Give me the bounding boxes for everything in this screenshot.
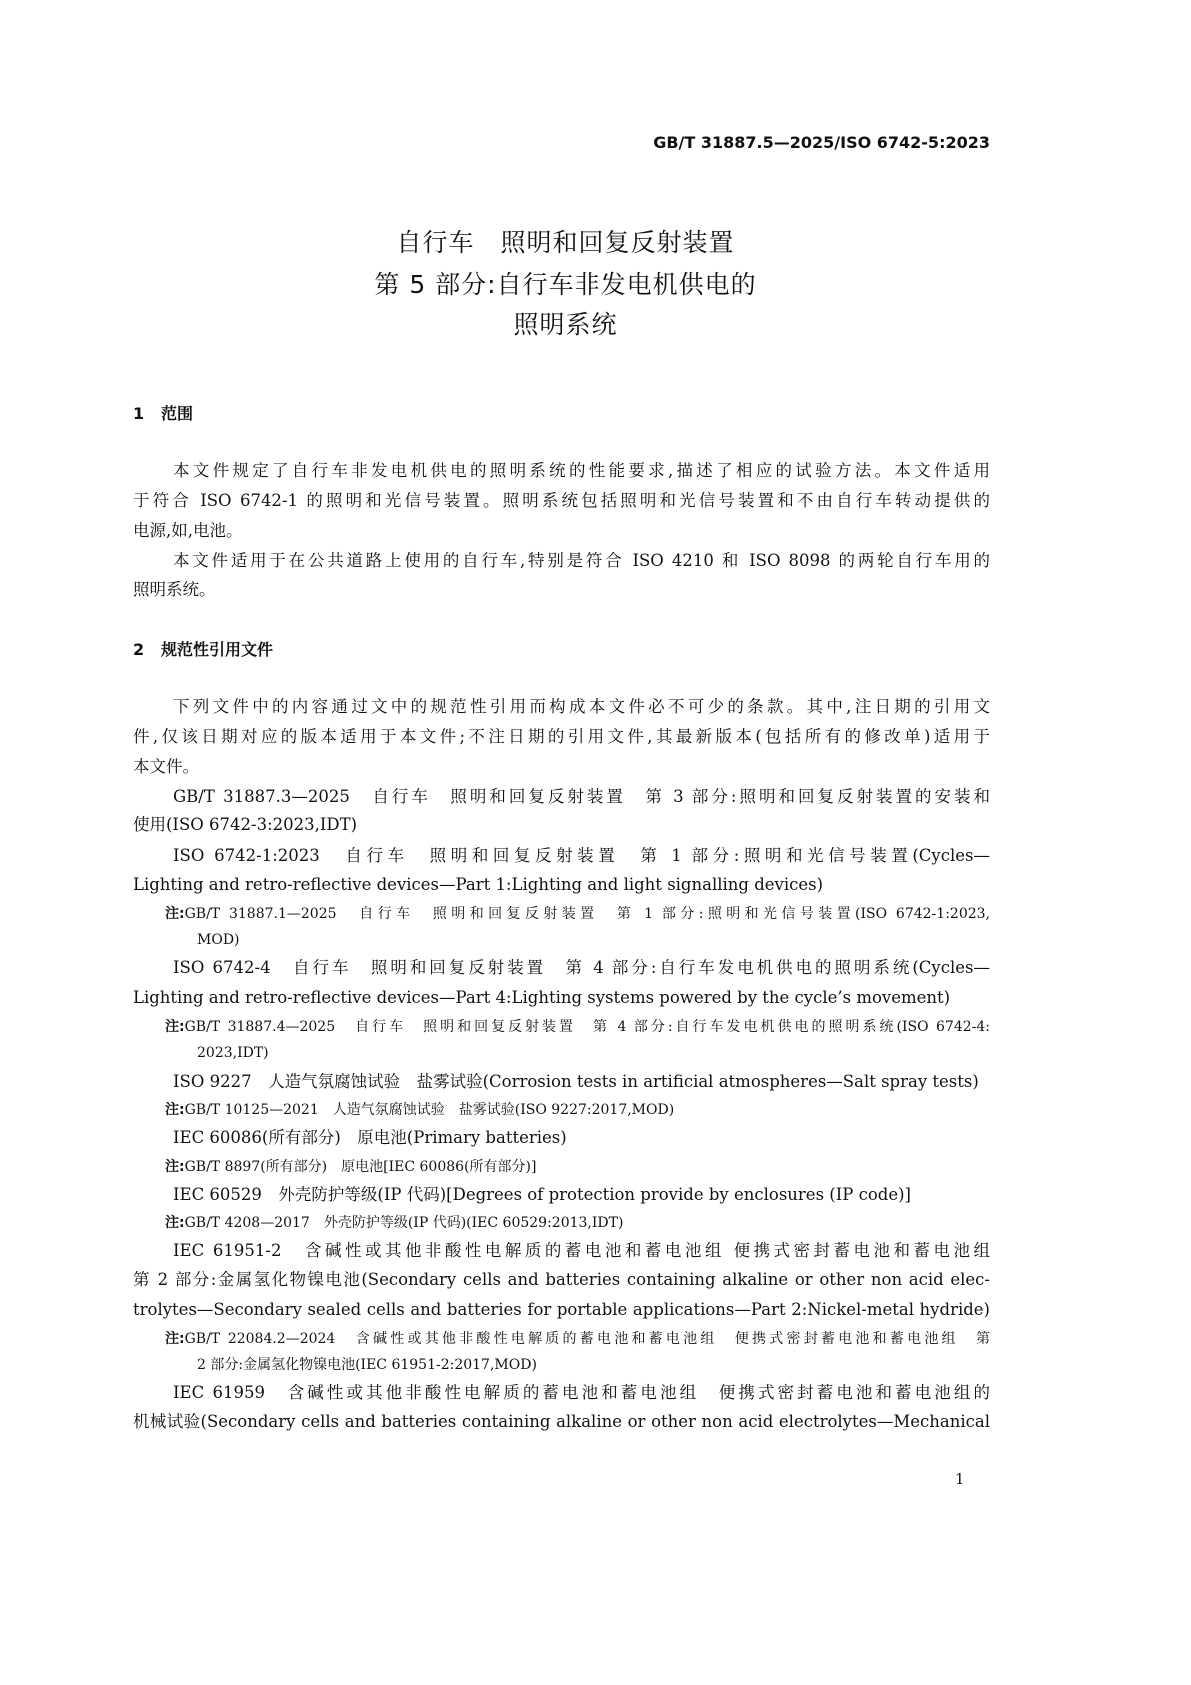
paragraph-line: 本文件。 [133,757,199,776]
page-number: 1 [955,1470,965,1488]
note [165,1099,990,1121]
note [165,1212,990,1234]
section-2-heading [133,639,273,661]
note [165,1016,990,1038]
reference-line: IEC 60529 外壳防护等级(IP 代码)[Degrees of protection provide by enclosures (IP code)] [173,1185,911,1204]
note-text: MOD) [197,932,240,948]
title-line-2: 第 5 部分:自行车非发电机供电的 [374,270,757,299]
reference-line: trolytes—Secondary sealed cells and batteries for portable applications—Part 2:Nickel-metal hydride) [133,1300,990,1319]
note-text: GB/T 31887.1—2025 自行车 照明和回复反射装置 第 1 部分:照明和光信号装置(ISO 6742-1:2023, [184,906,990,922]
reference-line: IEC 60086(所有部分) 原电池(Primary batteries) [173,1128,567,1147]
section-title: 规范性引用文件 [161,640,274,659]
note-label: 注: [165,1215,185,1231]
paragraph-line: 照明系统。 [133,580,216,599]
note [165,1328,990,1350]
reference-line: IEC 61951-2 含碱性或其他非酸性电解质的蓄电池和蓄电池组 便携式密封蓄电池和蓄电池组 [173,1241,990,1260]
title-line-3: 照明系统 [513,310,618,339]
note [165,903,990,925]
paragraph-line: 本文件适用于在公共道路上使用的自行车,特别是符合 ISO 4210 和 ISO 8098 的两轮自行车用的 [173,551,990,570]
section-title: 范围 [161,404,194,423]
note-text: GB/T 31887.4—2025 自行车 照明和回复反射装置 第 4 部分:自行车发电机供电的照明系统(ISO 6742-4: [184,1019,990,1035]
reference-line: 第 2 部分:金属氢化物镍电池(Secondary cells and batteries containing alkaline or other non acid elec- [133,1270,990,1289]
reference-line: Lighting and retro-reflective devices—Part 4:Lighting systems powered by the cycle’s movement) [133,988,951,1007]
paragraph-line: 下列文件中的内容通过文中的规范性引用而构成本文件必不可少的条款。其中,注日期的引用文 [173,697,990,716]
reference-line: ISO 6742-4 自行车 照明和回复反射装置 第 4 部分:自行车发电机供电的照明系统(Cycles— [173,958,990,977]
paragraph-line: 于符合 ISO 6742-1 的照明和光信号装置。照明系统包括照明和光信号装置和不由自行车转动提供的 [133,491,990,510]
note-text: GB/T 10125—2021 人造气氛腐蚀试验 盐雾试验(ISO 9227:2017,MOD) [184,1102,675,1118]
paragraph-line: 本文件规定了自行车非发电机供电的照明系统的性能要求,描述了相应的试验方法。本文件适用 [173,461,990,480]
reference-line: IEC 61959 含碱性或其他非酸性电解质的蓄电池和蓄电池组 便携式密封蓄电池和蓄电池组的 [173,1383,990,1402]
reference-line: 机械试验(Secondary cells and batteries containing alkaline or other non acid electrolytes—Mechanical [133,1412,990,1431]
note-text: 2 部分:金属氢化物镍电池(IEC 61951-2:2017,MOD) [197,1357,537,1373]
document-number-header: GB/T 31887.5—2025/ISO 6742-5:2023 [653,133,990,152]
note-label: 注: [165,1019,185,1035]
note-label: 注: [165,1331,185,1347]
note-text: GB/T 4208—2017 外壳防护等级(IP 代码)(IEC 60529:2013,IDT) [184,1215,624,1231]
section-1-heading [133,403,193,425]
note-text: GB/T 22084.2—2024 含碱性或其他非酸性电解质的蓄电池和蓄电池组 便携式密封蓄电池和蓄电池组 第 [184,1331,990,1347]
reference-line: ISO 6742-1:2023 自行车 照明和回复反射装置 第 1 部分:照明和光信号装置(Cycles— [173,846,990,865]
note-label: 注: [165,1102,185,1118]
paragraph-line: 件,仅该日期对应的版本适用于本文件;不注日期的引用文件,其最新版本(包括所有的修改单)适用于 [133,727,990,746]
note-label: 注: [165,1159,185,1175]
reference-line: ISO 9227 人造气氛腐蚀试验 盐雾试验(Corrosion tests in artificial atmospheres—Salt spray tests) [173,1072,979,1091]
reference-line: Lighting and retro-reflective devices—Part 1:Lighting and light signalling devices) [133,875,824,894]
note-label: 注: [165,906,185,922]
section-number: 2 [133,640,145,659]
title-line-1: 自行车 照明和回复反射装置 [396,228,735,257]
paragraph-line: 电源,如,电池。 [133,521,243,540]
note-text: GB/T 8897(所有部分) 原电池[IEC 60086(所有部分)] [184,1159,537,1175]
section-number: 1 [133,404,145,423]
reference-line: 使用(ISO 6742-3:2023,IDT) [133,815,358,834]
reference-line: GB/T 31887.3—2025 自行车 照明和回复反射装置 第 3 部分:照明和回复反射装置的安装和 [173,787,990,806]
note-text: 2023,IDT) [197,1045,269,1061]
note [165,1156,990,1178]
